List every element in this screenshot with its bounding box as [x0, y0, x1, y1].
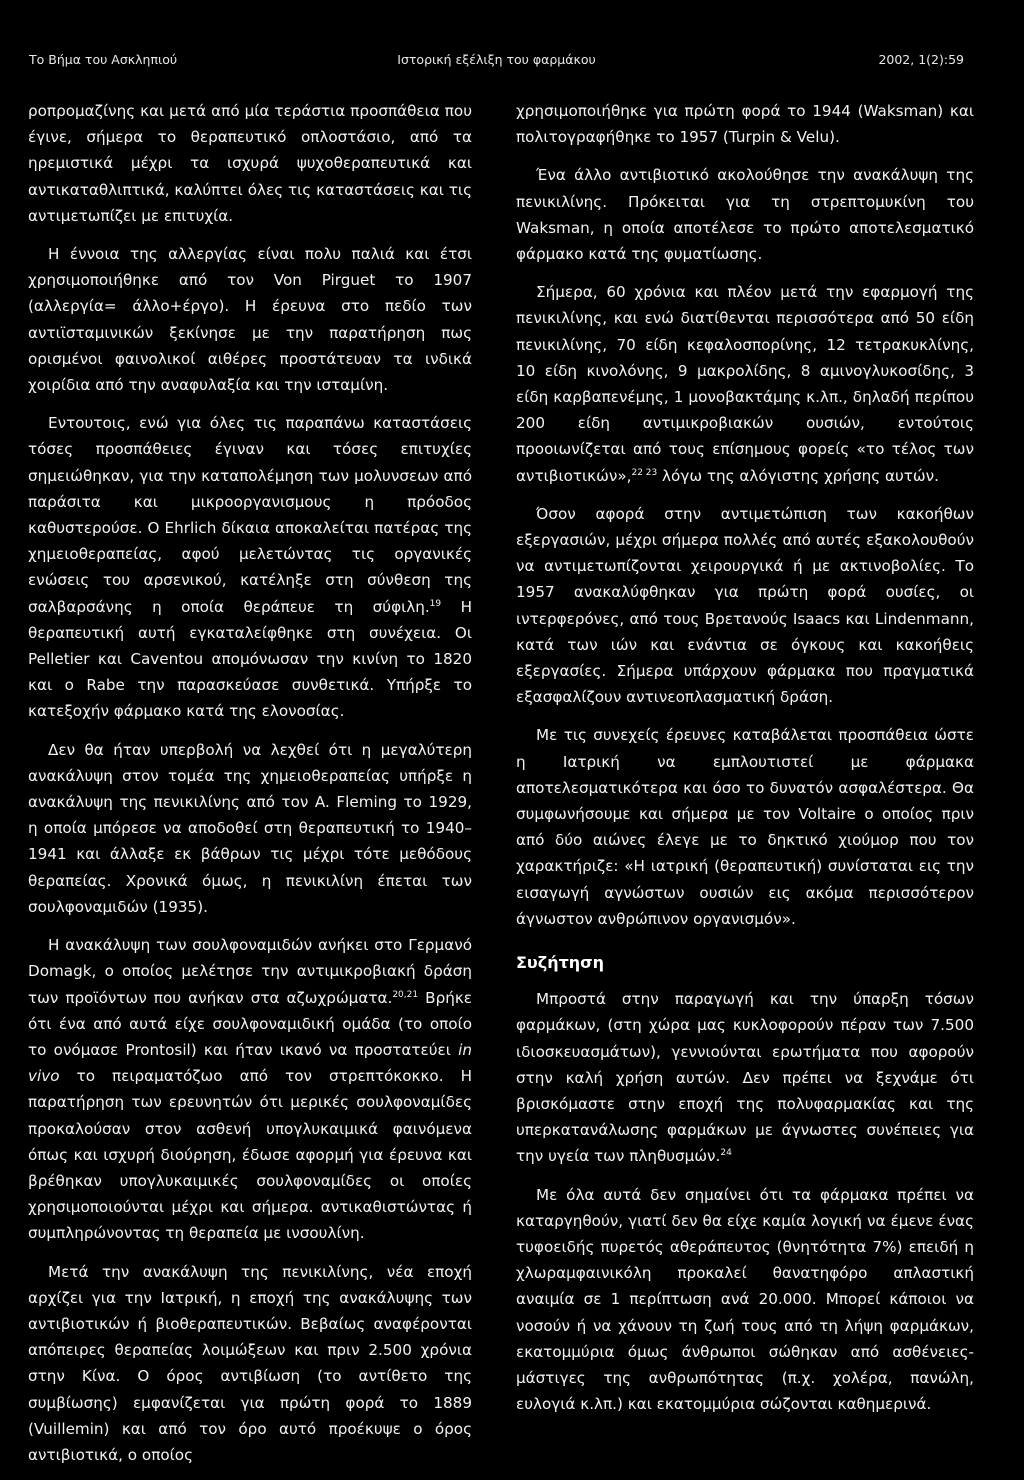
running-header	[29, 52, 964, 72]
paragraph: Εντουτοις, ενώ για όλες τις παραπάνω καταστάσεις τόσες προσπάθειες έγιναν και τόσες επιτυχίες σημειώθηκαν, για την καταπολέμηση των μολυνσεων από παράσιτα και μικροοργανισμους η πρόοδος καθυστερούσε. Ο Ehrlich δίκαια αποκαλείται πατέρας της χημειοθεραπείας, αφού μελετώντας τις οργανικές ενώσεις του αρσενικού, κατέληξε στη σύνθεση της σαλβαρσάνης η οποία θεράπευε τη σύφιλη.$^{19}$ Η θεραπευτική αυτή εγκαταλείφθηκε στη συνέχεια. Οι Pelletier και Caventou απομόνωσαν την κινίνη το 1820 και ο Rabe την παρασκεύασε συνθετικά. Υπήρξε το κατεξοχήν φάρμακο κατά της ελονοσίας.	[28, 414, 472, 721]
footnote-ref: 19	[429, 598, 442, 609]
paragraph: χρησιμοποιήθηκε για πρώτη φορά το 1944 (Waksman) και πολιτογραφήθηκε το 1957 (Turpin & Velu).	[516, 102, 974, 147]
paragraph: Όσον αφορά στην αντιμετώπιση των κακοήθων εξεργασιών, μέχρι σήμερα πολλές από αυτές εξακολουθούν να αντιμετωπίζονται χειρουργικά ή με ακτινοβολίες. Το 1957 ανακαλύφθηκαν για πρώτη φορά ουσίες, οι ιντερφερόνες, από τους Βρετανούς Isaacs και Lindenmann, κατά των ιών και ενάντια σε όγκους και κακοήθεις εξεργασίες. Σήμερα υπάρχουν φάρμακα που πραγματικά εξασφαλίζουν αντινεοπλασματική δράση.	[516, 504, 974, 707]
section-heading: Συζήτηση	[516, 953, 605, 973]
paragraph: Δεν θα ήταν υπερβολή να λεχθεί ότι η μεγαλύτερη ανακάλυψη στον τομέα της χημειοθεραπείας υπήρξε η ανακάλυψη της πενικιλίνης από τον A. Fleming το 1929, η οποία μπόρεσε να αποδοθεί στη θεραπευτική το 1940–1941 και άλλαξε εκ βάθρων τις μέχρι τότε μεθόδους θεραπείας. Χρονικά όμως, η πενικιλίνη έπεται των σουλφοναμιδών (1935).	[28, 740, 472, 916]
paragraph: Ένα άλλο αντιβιοτικό ακολούθησε την ανακάλυψη της πενικιλίνης. Πρόκειται για τη στρεπτομυκίνη του Waksman, η οποία αποτέλεσε το πρώτο αποτελεσματικό φάρμακο κατά της φυματίωσης.	[516, 166, 974, 264]
paragraph: Η έννοια της αλλεργίας είναι πολυ παλιά και έτσι χρησιμοποιήθηκε από τον Von Pirguet το 1907 (αλλεργία= άλλο+έργο). Η έρευνα στο πεδίο των αντιϊσταμινικών ξεκίνησε με την παρατήρηση πως ορισμένοι φαινολικοί αιθέρες προστάτευαν τα ινδικά χοιρίδια από την αναφυλαξία και την ισταμίνη.	[28, 245, 472, 395]
right-column	[516, 98, 974, 1429]
paragraph: Μπροστά στην παραγωγή και την ύπαρξη τόσων φαρμάκων, (στη χώρα μας κυκλοφορούν πέραν των 7.500 ιδιοσκευασμάτων), γεννιούνται ερωτήματα που αφορούν στην καλή χρήση αυτών. Δεν πρέπει να ξεχνάμε ότι βρισκόμαστε στην εποχή της πολυφαρμακίας και της υπερκατανάλωσης φαρμάκων με άγνωστες συνέπειες για την υγεία των πληθυσμών.$^{24}$	[516, 990, 974, 1166]
journal-title: Το Βήμα του Ασκληπιού	[29, 52, 178, 67]
paragraph: Μετά την ανακάλυψη της πενικιλίνης, νέα εποχή αρχίζει για την Ιατρική, η εποχή της ανακάλυψης των αντιβιοτικών ή βιοθεραπευτικών. Βεβαίως αναφέρονται απόπειρες θεραπείας λοιμώξεων και πριν 2.500 χρόνια στην Κίνα. Ο όρος αντιβίωση (το αντίθετο της συμβίωσης) εμφανίζεται για πρώτη φορά το 1889 (Vuillemin) και από τον όρο αυτό προέκυψε ο όρος αντιβιοτικά, ο οποίος	[28, 1262, 472, 1464]
footnote-ref: 24	[720, 1148, 732, 1159]
issue-info: 2002, 1(2):59	[878, 52, 964, 67]
paragraph: Με τις συνεχείς έρευνες καταβάλεται προσπάθεια ώστε η Ιατρική να εμπλουτιστεί με φάρμακα αποτελεσματικότερα και όσο το δυνατόν ασφαλέστερα. Θα συμφωνήσουμε και σήμερα με τον Voltaire ο οποίος πριν από δύο αιώνες έλεγε με το δηκτικό χιούμορ που τον χαρακτήριζε: «Η ιατρική (θεραπευτική) συνίσταται εις την εισαγωγή αγνώστων ουσιών εις ακόμα περισσότερον άγνωστον ανθρώπινον οργανισμόν».	[516, 726, 974, 928]
paragraph: Η ανακάλυψη των σουλφοναμιδών ανήκει στο Γερμανό Domagk, ο οποίος μελέτησε την αντιμικροβιακή δράση των προϊόντων που ανήκαν στα αζωχρώματα.$^{20,21}$ Βρήκε ότι ένα από αυτά είχε σουλφοναμιδική ομάδα (το οποίο το ονόμασε Prontosil) και ήταν ικανό να προστατεύει in vivo το πειραματόζωο από τον στρεπτόκοκκο. Η παρατήρηση των ερευνητών ότι μερικές σουλφοναμίδες προκαλούσαν στον ασθενή υπογλυκαιμικά φαινόμενα όπως και ισχυρή διούρηση, έδωσε αφορμή για έρευνα και βρέθηκαν υπογλυκαιμικές σουλφοναμίδες οι οποίες χρησιμοποιούνται μέχρι και σήμερα. αντικαθιστώντας ή συμπληρώνοντας τη θεραπεία με ινσουλίνη.	[28, 936, 472, 1243]
footnote-ref: 22 23	[631, 467, 658, 478]
left-column	[28, 98, 472, 1480]
paragraph: ροπρομαζίνης και μετά από μία τεράστια προσπάθεια που έγινε, σήμερα το θεραπευτικό οπλοστάσιο, από τα ηρεμιστικά μέχρι τα ισχυρά ψυχοθεραπευτικά και αντικαταθλιπτικά, καλύπτει όλες τις καταστάσεις και τις αντιμετωπίζει με επιτυχία.	[28, 102, 472, 225]
footnote-ref: 20,21	[392, 989, 419, 1000]
paragraph: Σήμερα, 60 χρόνια και πλέον μετά την εφαρμογή της πενικιλίνης, και ενώ διατίθενται περισσότερα από 50 είδη πενικιλίνης, 70 είδη κεφαλοσπορίνης, 12 τετρακυκλίνης, 10 είδη κινολόνης, 9 μακρολίδης, 8 αμινογλυκοσίδης, 3 είδη καρβαπενέμης, 1 μονοβακτάμης κ.λπ., δηλαδή περίπου 200 είδη αντιμικροβιακών ουσιών, εντούτοις προοιωνίζεται από τους επίσημους φορείς «το τέλος των αντιβιοτικών»,$^{22 23}$ λόγω της αλόγιστης χρήσης αυτών.	[516, 283, 974, 485]
section-title: Ιστορική εξέλιξη του φαρμάκου	[397, 52, 596, 67]
paragraph: Με όλα αυτά δεν σημαίνει ότι τα φάρμακα πρέπει να καταργηθούν, γιατί δεν θα είχε καμία λογική να έμενε ένας τυφοειδής πυρετός αθεράπευτος (θνητότητα 7%) επειδή η χλωραμφαινικόλη προκαλεί θανατηφόρο απλαστική αναιμία σε 1 περίπτωση ανά 20.000. Μπορεί κάποιοι να νοσούν ή να χάνουν τη ζωή τους από τη λήψη φαρμάκων, εκατομμύρια όμως άνθρωποι σώθηκαν από ασθένειες-μάστιγες της ανθρωπότητας (π.χ. χολέρα, πανώλη, ευλογιά κ.λπ.) και εκατομμύρια σώζονται καθημερινά.	[516, 1185, 974, 1414]
